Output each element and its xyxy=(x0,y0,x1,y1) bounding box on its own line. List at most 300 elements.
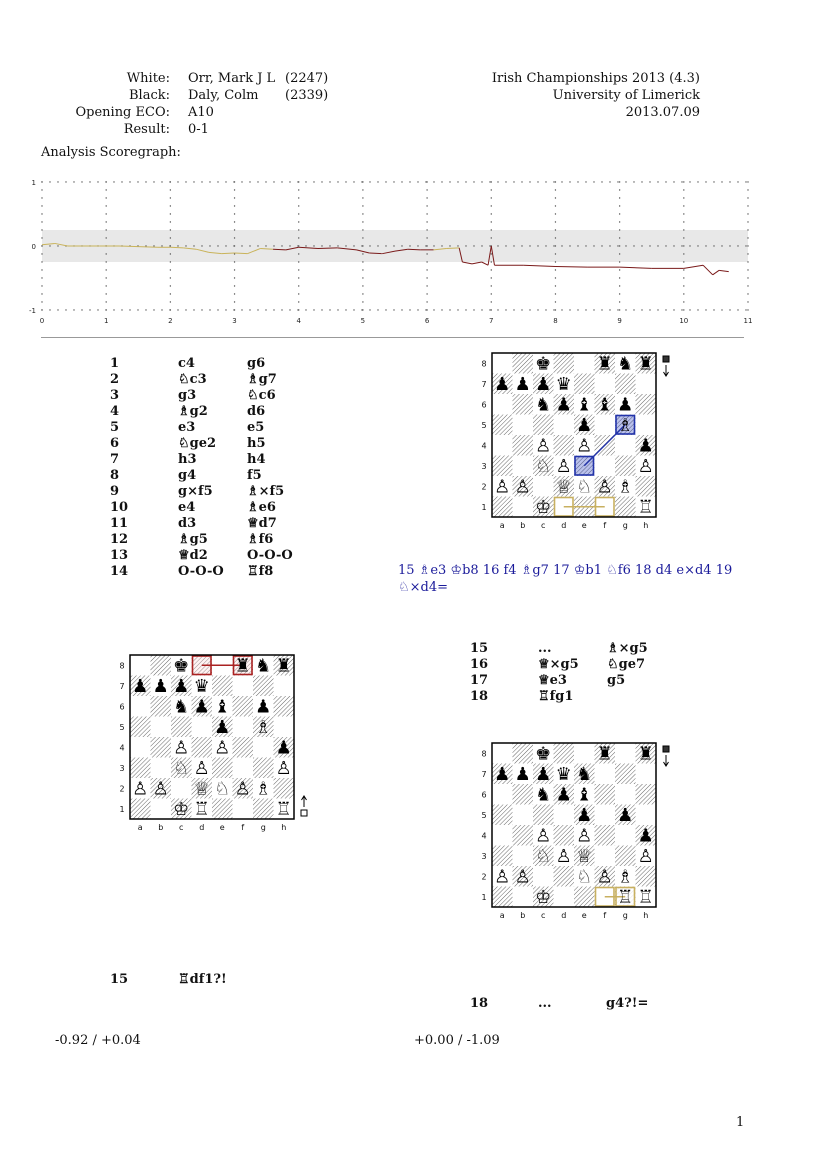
rank-label: 7 xyxy=(481,769,487,779)
move-number: 18 xyxy=(470,996,489,1011)
event-name: Irish Championships 2013 (4.3) xyxy=(491,71,700,86)
black-rook-icon: ♜ xyxy=(637,353,654,375)
file-label: a xyxy=(137,823,143,832)
move-number: 4 xyxy=(110,404,120,419)
white-queen-icon: ♕ xyxy=(555,476,572,498)
square-b6 xyxy=(513,394,534,415)
white-pawn-icon: ♙ xyxy=(132,778,149,800)
move-row xyxy=(110,564,310,580)
square-b4 xyxy=(151,737,172,758)
square-e1 xyxy=(574,887,595,908)
x-tick-label: 11 xyxy=(743,317,753,325)
square-f5 xyxy=(595,805,616,826)
rank-label: 6 xyxy=(119,702,125,712)
square-e1 xyxy=(212,799,233,820)
x-tick-label: 5 xyxy=(360,317,366,325)
rank-label: 2 xyxy=(119,784,125,794)
move-row xyxy=(110,372,310,388)
square-c2 xyxy=(533,866,554,887)
white-pawn-icon: ♙ xyxy=(576,825,593,847)
move-black: h5 xyxy=(247,436,266,451)
score-segment xyxy=(482,262,488,265)
black-pawn-icon: ♟ xyxy=(576,805,593,826)
square-f1 xyxy=(233,799,254,820)
square-h6 xyxy=(636,784,657,805)
white-rook-icon: ♖ xyxy=(193,799,210,820)
move-row xyxy=(470,641,690,657)
square-h2 xyxy=(274,778,295,799)
white-pawn-icon: ♙ xyxy=(234,778,251,800)
white-pawn-icon: ♙ xyxy=(494,866,511,888)
file-label: e xyxy=(581,521,587,530)
white-pawn-icon: ♙ xyxy=(275,758,292,779)
rank-label: 6 xyxy=(481,400,487,410)
move-number: 6 xyxy=(110,436,120,451)
black-pawn-icon: ♟ xyxy=(494,764,511,785)
square-g3 xyxy=(615,846,636,867)
square-h5 xyxy=(636,415,657,436)
move-white: ♕e3 xyxy=(538,673,567,688)
score-segment xyxy=(170,247,183,248)
move-white: ♗g5 xyxy=(178,532,208,547)
move-number: 13 xyxy=(110,548,129,563)
move-18-line xyxy=(470,996,690,1014)
square-h2 xyxy=(636,866,657,887)
rank-label: 8 xyxy=(481,359,487,369)
black-pawn-icon: ♟ xyxy=(152,676,169,697)
move-white: g3 xyxy=(178,388,197,403)
rank-label: 3 xyxy=(481,851,487,861)
black-queen-icon: ♛ xyxy=(555,764,572,785)
rank-label: 4 xyxy=(119,743,125,753)
file-label: d xyxy=(561,911,567,920)
square-b1 xyxy=(513,887,534,908)
square-h6 xyxy=(274,696,295,717)
square-a3 xyxy=(130,758,151,779)
move-black: ♗e6 xyxy=(247,500,276,515)
white-pawn-icon: ♙ xyxy=(637,456,654,477)
square-e7 xyxy=(574,374,595,395)
square-a4 xyxy=(492,825,513,846)
move-number: 11 xyxy=(110,516,129,531)
y-tick-label: 1 xyxy=(31,179,36,187)
white-pawn-icon: ♙ xyxy=(596,866,613,888)
black-label: Black: xyxy=(129,88,170,103)
square-a1 xyxy=(492,887,513,908)
black-knight-icon: ♞ xyxy=(535,784,552,806)
square-h6 xyxy=(636,394,657,415)
file-label: c xyxy=(541,521,546,530)
move-list-1 xyxy=(110,356,310,596)
score-segment xyxy=(273,249,286,250)
x-tick-label: 4 xyxy=(296,317,301,325)
black-knight-icon: ♞ xyxy=(173,696,190,718)
square-c5 xyxy=(533,805,554,826)
move-row xyxy=(110,484,310,500)
square-b3 xyxy=(513,846,534,867)
move-black: O-O-O xyxy=(247,548,293,563)
black-pawn-icon: ♟ xyxy=(255,696,272,718)
black-pawn-icon: ♟ xyxy=(132,676,149,697)
black-pawn-icon: ♟ xyxy=(637,825,654,847)
score-segment xyxy=(555,266,587,267)
black-pawn-icon: ♟ xyxy=(617,394,634,416)
file-label: c xyxy=(179,823,184,832)
rank-label: 4 xyxy=(481,441,487,451)
white-queen-icon: ♕ xyxy=(193,778,210,800)
move-white: ... xyxy=(538,996,552,1011)
move-white: ♗g2 xyxy=(178,404,208,419)
white-rook-icon: ♖ xyxy=(637,497,654,518)
black-pawn-icon: ♟ xyxy=(514,764,531,785)
move-white: ♕d2 xyxy=(178,548,208,563)
move-number: 15 xyxy=(110,972,129,987)
move-black: g4?!= xyxy=(606,996,649,1011)
square-b5 xyxy=(513,805,534,826)
white-pawn-icon: ♙ xyxy=(514,866,531,888)
file-label: f xyxy=(241,823,245,832)
file-label: d xyxy=(199,823,205,832)
eco-value: A10 xyxy=(188,105,214,120)
score-segment xyxy=(462,262,472,264)
move-black: ♗g7 xyxy=(247,372,277,387)
move-number: 8 xyxy=(110,468,120,483)
move-number: 1 xyxy=(110,356,120,371)
square-h7 xyxy=(636,374,657,395)
rank-label: 2 xyxy=(481,482,487,492)
x-tick-label: 7 xyxy=(489,317,494,325)
square-a8 xyxy=(492,353,513,374)
rank-label: 4 xyxy=(481,831,487,841)
white-knight-icon: ♘ xyxy=(535,846,552,867)
black-pawn-icon: ♟ xyxy=(555,394,572,416)
move-white: g4 xyxy=(178,468,197,483)
square-c5 xyxy=(171,717,192,738)
file-label: e xyxy=(581,911,587,920)
eval-left: -0.92 / +0.04 xyxy=(55,1033,141,1048)
black-king-icon: ♚ xyxy=(535,353,552,375)
white-pawn-icon: ♙ xyxy=(514,476,531,498)
file-label: h xyxy=(643,911,649,920)
white-knight-icon: ♘ xyxy=(576,866,593,888)
black-rook-icon: ♜ xyxy=(637,743,654,765)
eco-label: Opening ECO: xyxy=(75,105,170,120)
x-tick-label: 8 xyxy=(553,317,558,325)
white-pawn-icon: ♙ xyxy=(637,846,654,867)
square-a5 xyxy=(130,717,151,738)
move-row xyxy=(470,689,690,705)
square-c2 xyxy=(533,476,554,497)
black-knight-icon: ♞ xyxy=(535,394,552,416)
black-rook-icon: ♜ xyxy=(234,655,251,677)
square-b8 xyxy=(513,743,534,764)
black-pawn-icon: ♟ xyxy=(637,435,654,457)
black-bishop-icon: ♝ xyxy=(576,394,593,416)
move-black: ♗×f5 xyxy=(247,484,285,499)
x-tick-label: 3 xyxy=(232,317,237,325)
move-white: g×f5 xyxy=(178,484,213,499)
square-a5 xyxy=(492,805,513,826)
move-row xyxy=(110,500,310,516)
square-b5 xyxy=(151,717,172,738)
black-rook-icon: ♜ xyxy=(596,353,613,375)
white-bishop-icon: ♗ xyxy=(617,415,634,436)
square-a1 xyxy=(130,799,151,820)
white-pawn-icon: ♙ xyxy=(576,435,593,457)
move-black: ♗×g5 xyxy=(607,641,648,656)
move-white: e4 xyxy=(178,500,196,515)
square-h7 xyxy=(274,676,295,697)
square-g1 xyxy=(253,799,274,820)
white-rook-icon: ♖ xyxy=(275,799,292,820)
white-to-move-icon xyxy=(301,810,307,816)
white-pawn-icon: ♙ xyxy=(555,846,572,867)
move-white: ... xyxy=(538,641,552,656)
rank-label: 3 xyxy=(481,461,487,471)
black-pawn-icon: ♟ xyxy=(494,374,511,395)
square-f3 xyxy=(595,456,616,477)
white-queen-icon: ♕ xyxy=(576,846,593,867)
square-a3 xyxy=(492,846,513,867)
square-g7 xyxy=(253,676,274,697)
file-label: b xyxy=(158,823,164,832)
move-white: O-O-O xyxy=(178,564,224,579)
square-f7 xyxy=(595,374,616,395)
score-segment xyxy=(620,267,652,268)
black-to-move-icon xyxy=(663,746,669,752)
square-f4 xyxy=(233,737,254,758)
black-pawn-icon: ♟ xyxy=(214,717,231,738)
move-white: ♖df1?! xyxy=(178,972,227,987)
black-bishop-icon: ♝ xyxy=(596,394,613,416)
black-bishop-icon: ♝ xyxy=(214,696,231,718)
square-d8 xyxy=(554,353,575,374)
score-segment xyxy=(684,265,703,268)
square-e8 xyxy=(574,743,595,764)
file-label: f xyxy=(603,911,607,920)
move-row xyxy=(110,468,310,484)
score-segment xyxy=(719,270,729,271)
black-name: Daly, Colm xyxy=(188,88,259,103)
move-black: ♕d7 xyxy=(247,516,277,531)
white-pawn-icon: ♙ xyxy=(173,737,190,759)
rank-label: 5 xyxy=(481,810,487,820)
white-knight-icon: ♘ xyxy=(535,456,552,477)
move-row xyxy=(110,388,310,404)
move-black: g5 xyxy=(607,673,626,688)
move-list-2 xyxy=(470,641,690,711)
black-pawn-icon: ♟ xyxy=(535,764,552,785)
score-segment xyxy=(318,248,337,249)
move-number: 3 xyxy=(110,388,120,403)
square-a8 xyxy=(492,743,513,764)
black-knight-icon: ♞ xyxy=(255,655,272,677)
result-label: Result: xyxy=(123,122,170,137)
white-pawn-icon: ♙ xyxy=(535,435,552,457)
x-tick-label: 10 xyxy=(679,317,689,325)
move-number: 17 xyxy=(470,673,489,688)
rank-label: 8 xyxy=(119,661,125,671)
move-number: 14 xyxy=(110,564,129,579)
move-row xyxy=(110,516,310,532)
move-white: c4 xyxy=(178,356,195,371)
move-white: ♘c3 xyxy=(178,372,207,387)
move-black: ♗f6 xyxy=(247,532,274,547)
event-date: 2013.07.09 xyxy=(625,105,700,120)
square-h5 xyxy=(636,805,657,826)
black-pawn-icon: ♟ xyxy=(193,696,210,718)
black-rook-icon: ♜ xyxy=(596,743,613,765)
move-number: 18 xyxy=(470,689,489,704)
rank-label: 3 xyxy=(119,763,125,773)
square-c2 xyxy=(171,778,192,799)
black-knight-icon: ♞ xyxy=(576,764,593,785)
black-elo: (2339) xyxy=(285,88,329,103)
white-knight-icon: ♘ xyxy=(214,778,231,800)
square-g6 xyxy=(615,784,636,805)
score-segment xyxy=(260,249,273,250)
black-pawn-icon: ♟ xyxy=(617,805,634,826)
board-3 xyxy=(474,740,674,930)
black-pawn-icon: ♟ xyxy=(275,737,292,759)
square-g7 xyxy=(615,764,636,785)
move-number: 2 xyxy=(110,372,120,387)
move-row xyxy=(110,436,310,452)
board-1 xyxy=(474,350,674,540)
square-g7 xyxy=(615,374,636,395)
x-tick-label: 0 xyxy=(39,317,45,325)
board-2 xyxy=(115,650,325,840)
square-g4 xyxy=(615,825,636,846)
move-number: 15 xyxy=(470,641,489,656)
white-pawn-icon: ♙ xyxy=(152,778,169,800)
black-king-icon: ♚ xyxy=(535,743,552,765)
move-black: d6 xyxy=(247,404,266,419)
move-black: f5 xyxy=(247,468,262,483)
move-white: d3 xyxy=(178,516,197,531)
square-b6 xyxy=(151,696,172,717)
square-g3 xyxy=(253,758,274,779)
square-d4 xyxy=(192,737,213,758)
rank-label: 7 xyxy=(119,681,125,691)
move-black: ♘ge7 xyxy=(607,657,646,672)
rank-label: 7 xyxy=(481,379,487,389)
x-tick-label: 6 xyxy=(424,317,430,325)
white-label: White: xyxy=(126,71,170,86)
square-f6 xyxy=(233,696,254,717)
rank-label: 1 xyxy=(481,502,487,512)
scoregraph-title: Analysis Scoregraph: xyxy=(41,145,181,160)
square-e8 xyxy=(574,353,595,374)
black-knight-icon: ♞ xyxy=(617,353,634,375)
square-b8 xyxy=(513,353,534,374)
score-segment xyxy=(408,249,421,250)
black-rook-icon: ♜ xyxy=(275,655,292,677)
square-d5 xyxy=(554,805,575,826)
white-bishop-icon: ♗ xyxy=(617,476,634,498)
move-number: 9 xyxy=(110,484,120,499)
square-a5 xyxy=(492,415,513,436)
eval-right: +0.00 / -1.09 xyxy=(414,1033,500,1048)
move-black: ♘c6 xyxy=(247,388,276,403)
rank-label: 5 xyxy=(119,722,125,732)
square-h5 xyxy=(274,717,295,738)
square-b5 xyxy=(513,415,534,436)
square-f5 xyxy=(233,717,254,738)
black-pawn-icon: ♟ xyxy=(535,374,552,395)
result-value: 0-1 xyxy=(188,122,209,137)
white-name: Orr, Mark J L xyxy=(188,71,276,86)
move-white: h3 xyxy=(178,452,197,467)
square-d5 xyxy=(554,415,575,436)
black-queen-icon: ♛ xyxy=(193,676,210,697)
square-d2 xyxy=(554,866,575,887)
white-knight-icon: ♘ xyxy=(173,758,190,779)
square-b3 xyxy=(151,758,172,779)
file-label: f xyxy=(603,521,607,530)
square-a6 xyxy=(492,784,513,805)
square-a1 xyxy=(492,497,513,518)
move-row xyxy=(470,673,690,689)
file-label: h xyxy=(281,823,287,832)
score-segment xyxy=(472,262,482,264)
move-white: ♘ge2 xyxy=(178,436,217,451)
square-h7 xyxy=(636,764,657,785)
square-a4 xyxy=(492,435,513,456)
file-label: g xyxy=(622,521,628,530)
move-15-line xyxy=(110,972,310,990)
square-b8 xyxy=(151,655,172,676)
white-pawn-icon: ♙ xyxy=(596,476,613,498)
divider xyxy=(41,337,744,338)
square-a4 xyxy=(130,737,151,758)
black-queen-icon: ♛ xyxy=(555,374,572,395)
rank-label: 6 xyxy=(481,790,487,800)
move-white: ♖fg1 xyxy=(538,689,574,704)
x-tick-label: 2 xyxy=(168,317,173,325)
file-label: a xyxy=(499,521,505,530)
black-pawn-icon: ♟ xyxy=(555,784,572,806)
move-number: 5 xyxy=(110,420,120,435)
score-segment xyxy=(523,265,555,266)
file-label: g xyxy=(622,911,628,920)
score-segment xyxy=(222,253,235,254)
move-black: h4 xyxy=(247,452,266,467)
move-row xyxy=(110,356,310,372)
square-a3 xyxy=(492,456,513,477)
square-d8 xyxy=(554,743,575,764)
square-f6 xyxy=(595,784,616,805)
square-b6 xyxy=(513,784,534,805)
square-b4 xyxy=(513,825,534,846)
move-white: e3 xyxy=(178,420,196,435)
square-b3 xyxy=(513,456,534,477)
white-elo: (2247) xyxy=(285,71,329,86)
file-label: b xyxy=(520,521,526,530)
square-d1 xyxy=(554,887,575,908)
x-tick-label: 1 xyxy=(103,317,109,325)
white-bishop-icon: ♗ xyxy=(617,866,634,888)
square-e7 xyxy=(212,676,233,697)
white-rook-icon: ♖ xyxy=(617,887,634,908)
file-label: b xyxy=(520,911,526,920)
square-f3 xyxy=(595,846,616,867)
file-label: e xyxy=(219,823,225,832)
square-a6 xyxy=(492,394,513,415)
rank-label: 5 xyxy=(481,420,487,430)
white-rook-icon: ♖ xyxy=(637,887,654,908)
white-bishop-icon: ♗ xyxy=(255,717,272,738)
